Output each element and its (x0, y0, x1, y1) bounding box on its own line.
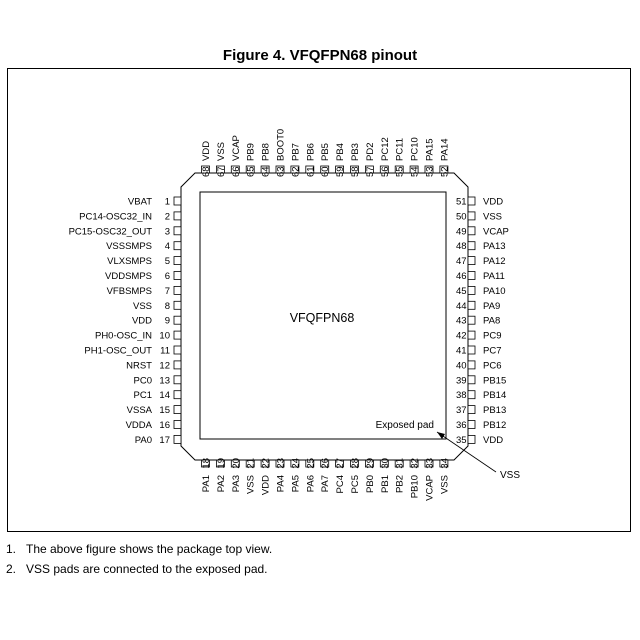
pin-number: 32 (409, 458, 421, 469)
pin-pad (468, 376, 475, 384)
pin-name: PC11 (394, 137, 406, 161)
pin-number: 5 (164, 256, 170, 268)
pin-name: PB7 (290, 143, 302, 161)
pin-number: 49 (456, 226, 467, 238)
pin-name: PC5 (350, 475, 361, 494)
pin-number: 39 (456, 375, 467, 387)
pin-name: VDD (260, 475, 272, 496)
exposed-pad-label: Exposed pad (375, 420, 434, 431)
pin-number: 46 (456, 271, 467, 282)
pin-name: PB0 (364, 475, 376, 493)
pin-number: 52 (439, 166, 451, 177)
footnote-number: 1. (6, 542, 17, 556)
pin-number: 42 (456, 330, 467, 342)
pin-name: PB1 (379, 475, 391, 493)
pin-number: 61 (305, 166, 317, 177)
pin-pad (468, 301, 475, 309)
pin-number: 60 (320, 166, 332, 177)
pin-name: VFBSMPS (106, 285, 152, 297)
pin-pad (468, 212, 475, 220)
pin-number: 40 (456, 360, 467, 372)
pin-number: 33 (424, 458, 436, 469)
pin-name: PA8 (483, 315, 501, 327)
pin-number: 13 (159, 375, 170, 387)
pin-name: VSSSMPS (106, 241, 152, 253)
pin-number: 2 (164, 211, 170, 223)
pin-number: 26 (320, 458, 332, 469)
pin-number: 7 (164, 285, 170, 297)
pin-name: PC12 (379, 137, 391, 161)
pin-name: PD2 (364, 142, 376, 161)
pin-number: 27 (335, 458, 347, 469)
pin-number: 25 (305, 458, 317, 469)
pin-number: 24 (290, 458, 302, 469)
pin-pad (174, 331, 181, 339)
pin-pad (174, 376, 181, 384)
pin-number: 29 (364, 458, 376, 469)
pin-number: 45 (456, 285, 467, 297)
pin-name: VCAP (424, 475, 436, 501)
pin-name: PB3 (350, 143, 361, 161)
pin-number: 63 (275, 166, 287, 177)
pin-name: PB15 (483, 375, 507, 387)
footnote-text: The above figure shows the package top view. (26, 542, 273, 556)
footnote-1 (6, 542, 272, 556)
pin-number: 18 (201, 458, 212, 469)
pin-number: 28 (350, 458, 361, 469)
pin-name: PA1 (201, 475, 212, 493)
pin-number: 47 (456, 256, 467, 268)
pin-name: PB4 (335, 143, 347, 161)
pin-number: 48 (456, 241, 467, 253)
pin-number: 8 (164, 300, 170, 312)
pin-number: 58 (350, 166, 361, 177)
pin-pad (174, 421, 181, 429)
pin-pad (174, 435, 181, 443)
pin-pad (468, 346, 475, 354)
pin-name: NRST (126, 360, 152, 372)
pin-pad (468, 316, 475, 324)
pin-pad (174, 197, 181, 205)
pin-number: 62 (290, 166, 302, 177)
pin-name: VSSA (126, 405, 152, 417)
pin-number: 4 (164, 241, 170, 253)
pin-name: PA11 (483, 271, 505, 282)
pin-name: VSS (245, 475, 257, 495)
pin-number: 20 (230, 458, 242, 469)
pin-number: 51 (456, 196, 467, 208)
pin-name: PH1-OSC_OUT (84, 345, 152, 357)
pin-number: 64 (260, 166, 272, 177)
pin-number: 22 (260, 458, 272, 469)
pin-name: VDD (131, 315, 152, 327)
pin-name: PA12 (483, 256, 506, 268)
pin-pad (468, 331, 475, 339)
pin-number: 41 (456, 345, 467, 357)
pin-number: 54 (409, 166, 421, 177)
pin-number: 3 (164, 226, 170, 238)
pin-number: 68 (201, 166, 212, 177)
pin-number: 9 (164, 315, 170, 327)
pin-name: VDDA (125, 420, 152, 431)
pin-pad (174, 272, 181, 280)
pin-pad (174, 286, 181, 294)
pin-number: 50 (456, 211, 467, 223)
pin-number: 36 (456, 420, 467, 431)
pin-number: 19 (215, 458, 227, 469)
pin-name: PC6 (483, 360, 502, 372)
pin-pad (468, 227, 475, 235)
pin-pad (468, 421, 475, 429)
pin-number: 30 (379, 458, 391, 469)
pin-pad (468, 286, 475, 294)
pin-name: PA9 (483, 300, 501, 312)
pin-name: VDD (483, 434, 504, 446)
pin-number: 67 (215, 166, 227, 177)
pin-number: 44 (456, 300, 467, 312)
pin-name: VSS (483, 211, 503, 223)
pin-name: PA7 (320, 475, 332, 493)
pin-name: PA0 (134, 434, 152, 446)
pin-pad (174, 346, 181, 354)
pin-number: 66 (230, 166, 242, 177)
pin-name: BOOT0 (275, 128, 287, 161)
pin-pad (174, 301, 181, 309)
pin-pad (174, 227, 181, 235)
pin-name: PC14-OSC32_IN (79, 211, 152, 223)
pin-name: PB10 (409, 475, 421, 499)
pin-number: 6 (164, 271, 170, 282)
pin-name: PA14 (439, 138, 451, 161)
pin-number: 53 (424, 166, 436, 177)
pin-number: 57 (364, 166, 376, 177)
pin-name: PB13 (483, 405, 507, 417)
pin-name: PA3 (230, 475, 242, 493)
pin-number: 37 (456, 405, 467, 417)
pin-name: VSS (215, 141, 227, 161)
pin-name: PH0-OSC_IN (94, 330, 152, 342)
footnote-2 (6, 562, 268, 576)
pin-pad (174, 391, 181, 399)
pin-number: 38 (456, 390, 467, 402)
pin-number: 56 (379, 166, 391, 177)
pin-name: VCAP (483, 226, 509, 238)
pin-name: VDD (483, 196, 504, 208)
pin-name: PC7 (483, 345, 502, 357)
pin-number: 10 (159, 330, 170, 342)
pin-number: 34 (439, 458, 451, 469)
pin-name: PB12 (483, 420, 507, 431)
pin-number: 35 (456, 434, 467, 446)
pin-name: PA13 (483, 241, 506, 253)
pin-pad (174, 316, 181, 324)
pin-name: PA4 (275, 475, 287, 493)
package-name: VFQFPN68 (289, 311, 355, 325)
pin-number: 23 (275, 458, 287, 469)
pin-number: 55 (394, 166, 406, 177)
pin-name: PC1 (133, 390, 152, 402)
pin-pad (468, 242, 475, 250)
pin-number: 21 (245, 458, 257, 469)
pin-pad (174, 257, 181, 265)
footnote-number: 2. (6, 562, 17, 576)
pin-pad (174, 242, 181, 250)
pin-name: VBAT (127, 196, 152, 208)
pin-name: PC9 (483, 330, 502, 342)
pin-pad (468, 406, 475, 414)
pin-name: PA10 (483, 285, 506, 297)
pin-name: PC4 (335, 475, 347, 494)
pin-name: PC10 (409, 137, 421, 161)
pin-name: PB14 (483, 390, 507, 402)
pin-number: 12 (159, 360, 170, 372)
pin-name: VDDSMPS (105, 271, 152, 282)
pin-name: PA5 (290, 475, 302, 493)
pin-pad (468, 361, 475, 369)
pin-number: 1 (164, 196, 170, 208)
pin-pad (174, 406, 181, 414)
pin-pad (468, 435, 475, 443)
pin-name: PC15-OSC32_OUT (68, 226, 152, 238)
pin-number: 65 (245, 166, 257, 177)
pin-name: VCAP (230, 135, 242, 161)
pin-name: PB2 (394, 475, 406, 493)
footnote-text: VSS pads are connected to the exposed pad. (26, 562, 268, 576)
pin-number: 17 (159, 434, 170, 446)
pin-pad (174, 212, 181, 220)
pin-number: 16 (159, 420, 170, 431)
pin-number: 59 (335, 166, 347, 177)
pin-name: VLXSMPS (107, 256, 152, 268)
pin-pad (468, 272, 475, 280)
pin-name: PB9 (245, 143, 257, 161)
pin-pad (468, 197, 475, 205)
pin-number: 14 (159, 390, 170, 402)
pin-name: VSS (439, 475, 451, 495)
pin-number: 43 (456, 315, 467, 327)
pin-name: PB5 (320, 143, 332, 161)
pin-pad (468, 391, 475, 399)
pin-number: 31 (394, 458, 406, 469)
pin-pad (468, 257, 475, 265)
pin-name: VSS (132, 300, 152, 312)
pin-name: PB6 (305, 143, 317, 161)
exposed-pad-net-label: VSS (500, 470, 521, 481)
pin-number: 15 (159, 405, 170, 417)
pin-name: PB8 (260, 143, 272, 161)
pin-name: PC0 (133, 375, 152, 387)
pin-name: PA6 (305, 475, 317, 493)
pin-number: 11 (160, 345, 170, 357)
pin-pad (174, 361, 181, 369)
figure-title: Figure 4. VFQFPN68 pinout (222, 47, 418, 64)
pin-name: VDD (201, 140, 212, 161)
pin-name: PA2 (215, 475, 227, 493)
pin-name: PA15 (424, 138, 436, 161)
